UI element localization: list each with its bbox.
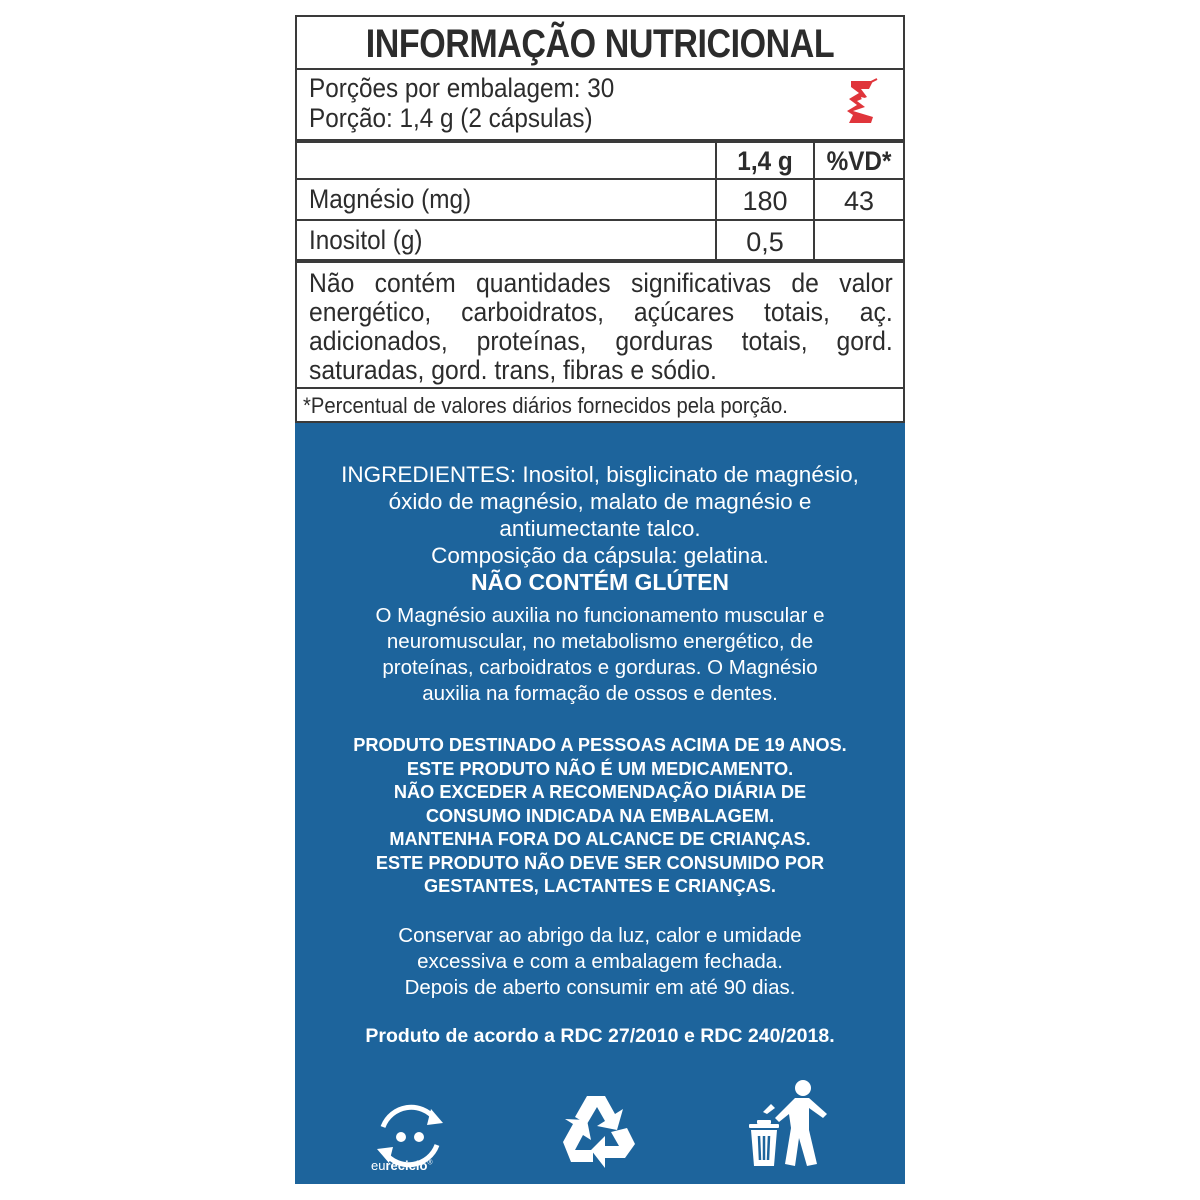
divider bbox=[297, 68, 903, 70]
certification-seal-icon bbox=[843, 77, 883, 127]
ingredients-block bbox=[295, 461, 905, 596]
storage-line: excessiva e com a embalagem fechada. bbox=[417, 950, 783, 973]
divider bbox=[297, 219, 903, 221]
benefit-line: proteínas, carboidratos e gorduras. O Magnésio bbox=[382, 656, 818, 679]
column-header-amount: 1,4 g bbox=[737, 146, 793, 176]
recycle-icon bbox=[557, 1088, 639, 1170]
nutrient-amount: 0,5 bbox=[746, 227, 784, 257]
nutrient-name: Magnésio (mg) bbox=[309, 184, 472, 214]
storage-block bbox=[295, 923, 905, 1001]
product-label bbox=[295, 15, 905, 1184]
divider bbox=[297, 178, 903, 180]
nutrition-table bbox=[295, 15, 905, 423]
trash-disposal-icon bbox=[743, 1078, 835, 1170]
warning-line: CONSUMO INDICADA NA EMBALAGEM. bbox=[425, 805, 775, 826]
ingredients-line: INGREDIENTES: Inositol, bisglicinato de magnésio, bbox=[341, 462, 859, 487]
warning-line: PRODUTO DESTINADO A PESSOAS ACIMA DE 19 ANOS. bbox=[353, 735, 847, 755]
nutrient-amount: 180 bbox=[742, 186, 788, 216]
nutrition-title: INFORMAÇÃO NUTRICIONAL bbox=[365, 22, 835, 66]
serving-size: Porção: 1,4 g (2 cápsulas) bbox=[309, 103, 593, 133]
regulation-statement: Produto de acordo a RDC 27/2010 e RDC 240/2018. bbox=[365, 1025, 835, 1047]
servings-per-package: Porções por embalagem: 30 bbox=[309, 73, 615, 103]
eureciclo-label: eureciclo® bbox=[371, 1158, 433, 1173]
storage-line: Conservar ao abrigo da luz, calor e umidade bbox=[398, 924, 802, 947]
info-panel bbox=[295, 423, 905, 1184]
ingredients-line: Composição da cápsula: gelatina. bbox=[431, 543, 769, 568]
gluten-statement: NÃO CONTÉM GLÚTEN bbox=[470, 569, 730, 595]
warning-line: ESTE PRODUTO NÃO É UM MEDICAMENTO. bbox=[406, 758, 794, 779]
daily-value-footnote: *Percentual de valores diários fornecidos pela porção. bbox=[303, 393, 788, 418]
ingredients-line: antiumectante talco. bbox=[499, 516, 701, 541]
warning-line: GESTANTES, LACTANTES E CRIANÇAS. bbox=[424, 876, 776, 896]
benefit-line: auxilia na formação de ossos e dentes. bbox=[422, 682, 778, 705]
warning-line: MANTENHA FORA DO ALCANCE DE CRIANÇAS. bbox=[389, 829, 811, 849]
warning-line: ESTE PRODUTO NÃO DEVE SER CONSUMIDO POR bbox=[375, 852, 825, 873]
benefit-block bbox=[295, 603, 905, 707]
benefit-line: O Magnésio auxilia no funcionamento muscular e bbox=[375, 604, 825, 627]
column-header-vd: %VD* bbox=[826, 146, 892, 176]
storage-line: Depois de aberto consumir em até 90 dias. bbox=[404, 976, 796, 999]
divider-thick bbox=[297, 259, 903, 263]
nutrient-name: Inositol (g) bbox=[309, 225, 423, 255]
divider bbox=[297, 387, 903, 389]
benefit-line: neuromuscular, no metabolismo energético, de bbox=[386, 630, 814, 653]
nutrient-vd: 43 bbox=[843, 186, 875, 216]
warnings-block bbox=[295, 734, 905, 899]
ingredients-line: óxido de magnésio, malato de magnésio e bbox=[388, 489, 812, 514]
warning-line: NÃO EXCEDER A RECOMENDAÇÃO DIÁRIA DE bbox=[393, 782, 807, 802]
not-significant-note: Não contém quantidades significativas de valor energético, carboidratos, açúcares totais, aç. adicionados, proteínas, gorduras totais, gord. saturadas, gord. trans, fibras e sódio. bbox=[309, 268, 893, 385]
